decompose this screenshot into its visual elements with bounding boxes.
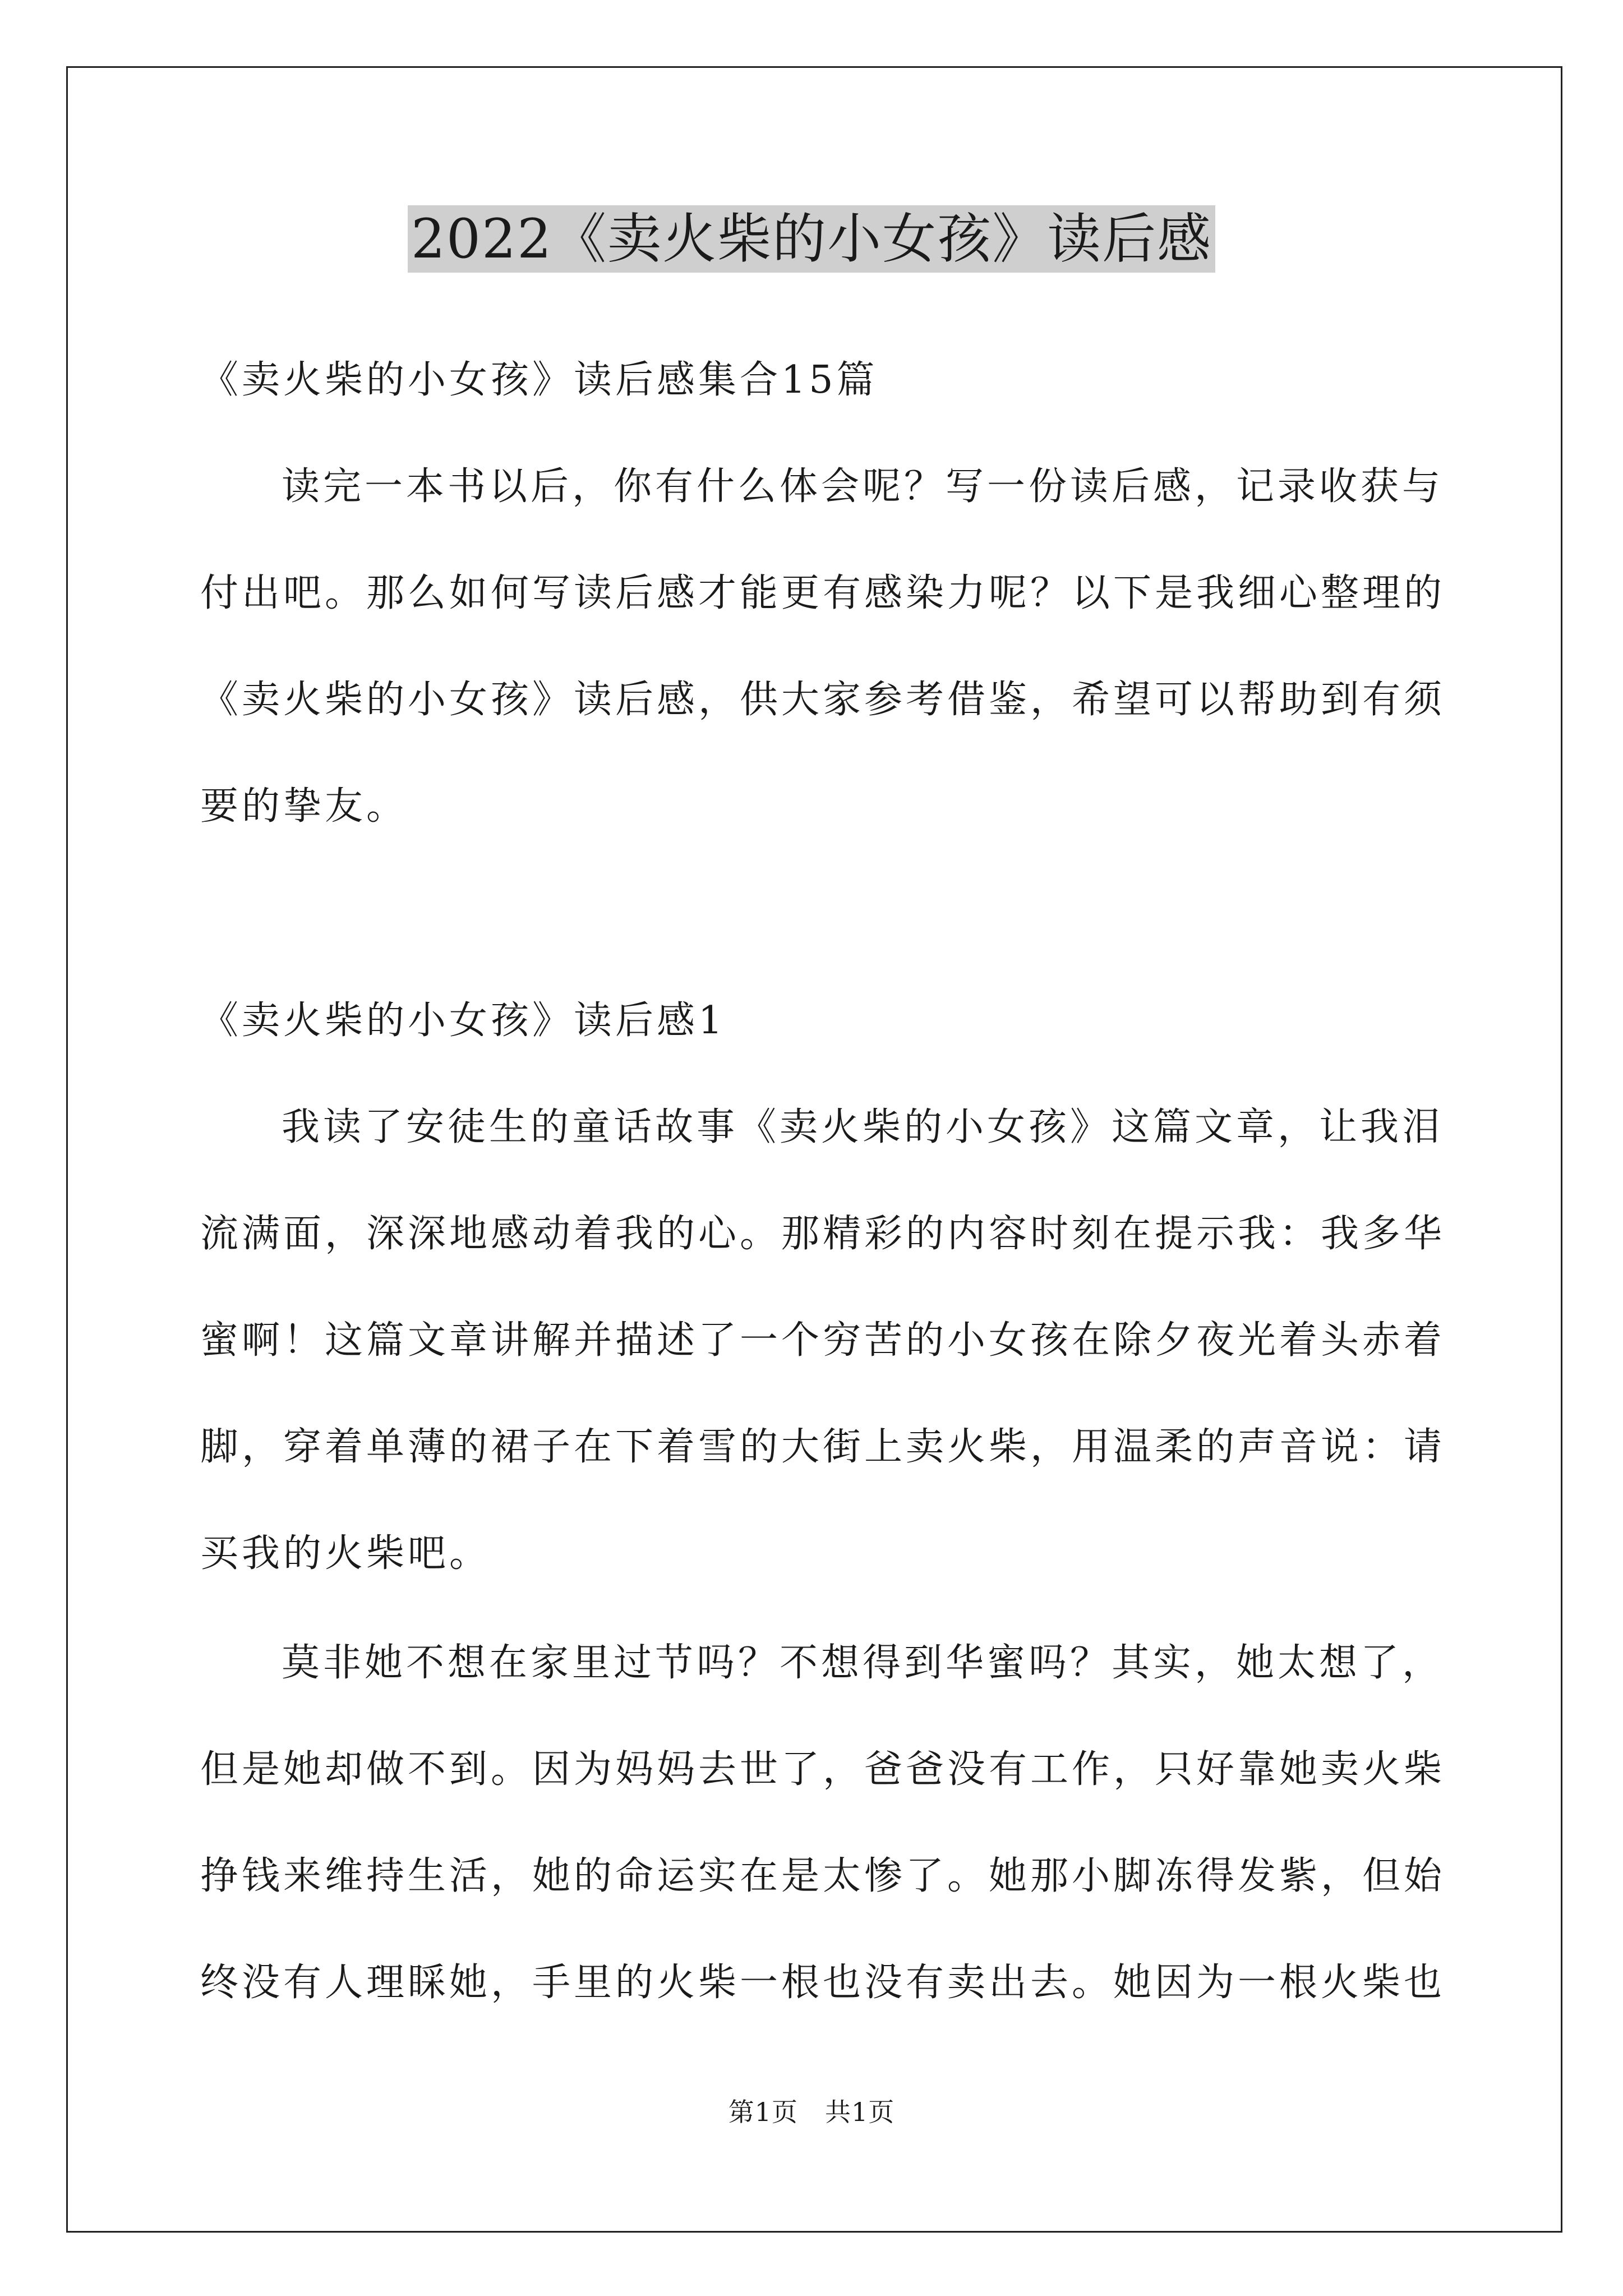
paragraph-2: [200, 1610, 1446, 2036]
intro-line: 读完一本书以后，你有什么体会呢？写一份读后感，记录收获与: [282, 464, 1444, 509]
document-subtitle: 《卖火柴的小女孩》读后感集合15篇: [200, 358, 878, 402]
document-title-text: 2022《卖火柴的小女孩》读后感: [408, 205, 1215, 273]
paragraph-line: 蜜啊！这篇文章讲解并描述了一个穷苦的小女孩在除夕夜光着头赤着: [200, 1318, 1446, 1363]
page-number: 第1页: [728, 2097, 798, 2127]
page-total: 共1页: [825, 2097, 895, 2127]
paragraph-line: 买我的火柴吧。: [200, 1531, 491, 1576]
intro-paragraph: [200, 434, 1446, 860]
section-heading: 《卖火柴的小女孩》读后感1: [200, 999, 726, 1043]
paragraph-line: 但是她却做不到。因为妈妈去世了，爸爸没有工作，只好靠她卖火柴: [200, 1747, 1446, 1792]
intro-line: 付出吧。那么如何写读后感才能更有感染力呢？以下是我细心整理的: [200, 571, 1446, 615]
paragraph-line: 脚，穿着单薄的裙子在下着雪的大街上卖火柴，用温柔的声音说：请: [200, 1425, 1446, 1469]
page-footer: [0, 2095, 1623, 2129]
paragraph-line: 挣钱来维持生活，她的命运实在是太惨了。她那小脚冻得发紫，但始: [200, 1854, 1446, 1898]
paragraph-line: 我读了安徒生的童话故事《卖火柴的小女孩》这篇文章，让我泪: [282, 1105, 1444, 1149]
paragraph-line: 莫非她不想在家里过节吗？不想得到华蜜吗？其实，她太想了，: [282, 1641, 1444, 1685]
intro-line: 要的挚友。: [200, 784, 408, 829]
document-title: [0, 200, 1623, 278]
paragraph-line: 流满面，深深地感动着我的心。那精彩的内容时刻在提示我：我多华: [200, 1212, 1446, 1256]
intro-line: 《卖火柴的小女孩》读后感，供大家参考借鉴，希望可以帮助到有须: [200, 678, 1446, 722]
paragraph-1: [200, 1074, 1446, 1607]
paragraph-line: 终没有人理睬她，手里的火柴一根也没有卖出去。她因为一根火柴也: [200, 1961, 1446, 2005]
subtitle-block: [200, 327, 1434, 434]
section-heading-block: [200, 968, 1434, 1074]
